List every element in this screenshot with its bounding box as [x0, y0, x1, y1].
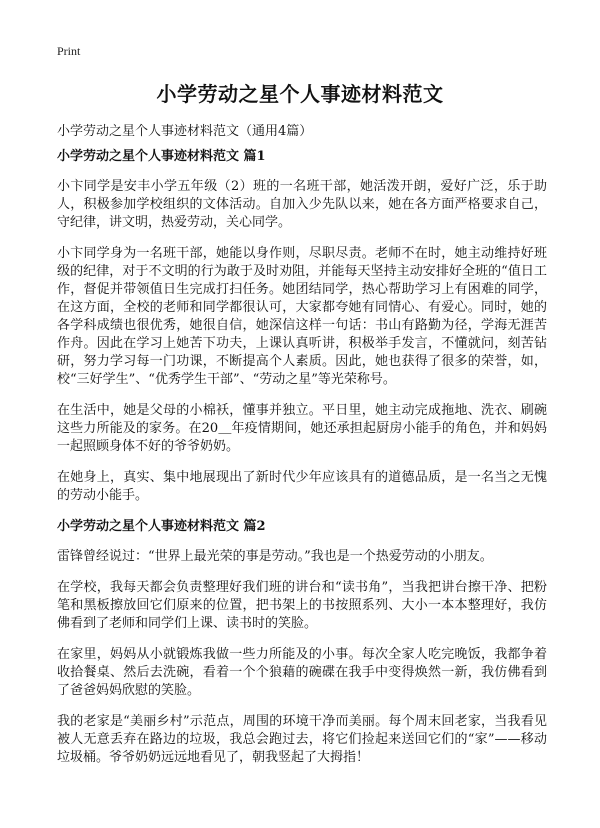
paragraph: 我的老家是“美丽乡村”示范点，周围的环境干净而美丽。每个周末回老家，当我看见被人无意丢弃在路边的垃圾，我总会跑过去，将它们捡起来送回它们的“家”——移动垃圾桶。爷爷奶奶远远地看见了，朝我竖起了大拇指！ — [57, 714, 547, 765]
paragraph: 小卞同学是安丰小学五年级（2）班的一名班干部，她活泼开朗，爱好广泛，乐于助人，积极参加学校组织的文体活动。自加入少先队以来，她在各方面严格要求自己，守纪律，讲文明，热爱劳动，关心同学。 — [57, 179, 547, 230]
document-body — [57, 148, 547, 780]
print-label[interactable]: Print — [57, 44, 81, 58]
document-subtitle: 小学劳动之星个人事迹材料范文（通用4篇） — [57, 124, 313, 139]
paragraph: 在生活中，她是父母的小棉袄，懂事并独立。平日里，她主动完成拖地、洗衣、刷碗这些力所能及的家务。在20＿年疫情期间，她还承担起厨房小能手的角色，并和妈妈一起照顾身体不好的爷爷奶奶。 — [57, 403, 547, 454]
paragraph: 在她身上，真实、集中地展现出了新时代少年应该具有的道德品质，是一名当之无愧的劳动小能手。 — [57, 470, 547, 503]
section-1 — [57, 148, 547, 505]
paragraph: 小卞同学身为一名班干部，她能以身作则，尽职尽责。老师不在时，她主动维持好班级的纪律，对于不文明的行为敢于及时劝阻，并能每天坚持主动安排好全班的“值日工作，督促并带领值日生完成打扫任务。她团结同学，热心帮助学习上有困难的同学，在这方面，全校的老师和同学都很认可，大家都夸她有同情心、有爱心。同时，她的各学科成绩也很优秀，她很自信，她深信这样一句话：书山有路勤为径，学海无涯苦作舟。因此在学习上她苦下功夫，上课认真听讲，积极举手发言，不懂就问，刻苦钻研，努力学习每一门功课，不断提高个人素质。因此，她也获得了很多的荣誉，如，校“三好学生”、“优秀学生干部”、“劳动之星”等光荣称号。 — [57, 246, 547, 387]
section-heading: 小学劳动之星个人事迹材料范文 篇1 — [57, 149, 266, 164]
paragraph: 雷锋曾经说过：“世界上最光荣的事是劳动。”我也是一个热爱劳动的小朋友。 — [57, 549, 493, 564]
paragraph: 在学校，我每天都会负责整理好我们班的讲台和“读书角”，当我把讲台擦干净、把粉笔和黑板擦放回它们原来的位置，把书架上的书按照系列、大小一本本整理好，我仿佛看到了老师和同学们上课、读书时的笑脸。 — [57, 580, 547, 631]
document-title: 小学劳动之星个人事迹材料范文 — [156, 82, 444, 106]
section-2 — [57, 518, 547, 767]
section-heading: 小学劳动之星个人事迹材料范文 篇2 — [57, 519, 266, 534]
paragraph: 在家里，妈妈从小就锻炼我做一些力所能及的小事。每次全家人吃完晚饭，我都争着收拾餐桌、然后去洗碗，看着一个个狼藉的碗碟在我手中变得焕然一新，我仿佛看到了爸爸妈妈欣慰的笑脸。 — [57, 647, 547, 698]
